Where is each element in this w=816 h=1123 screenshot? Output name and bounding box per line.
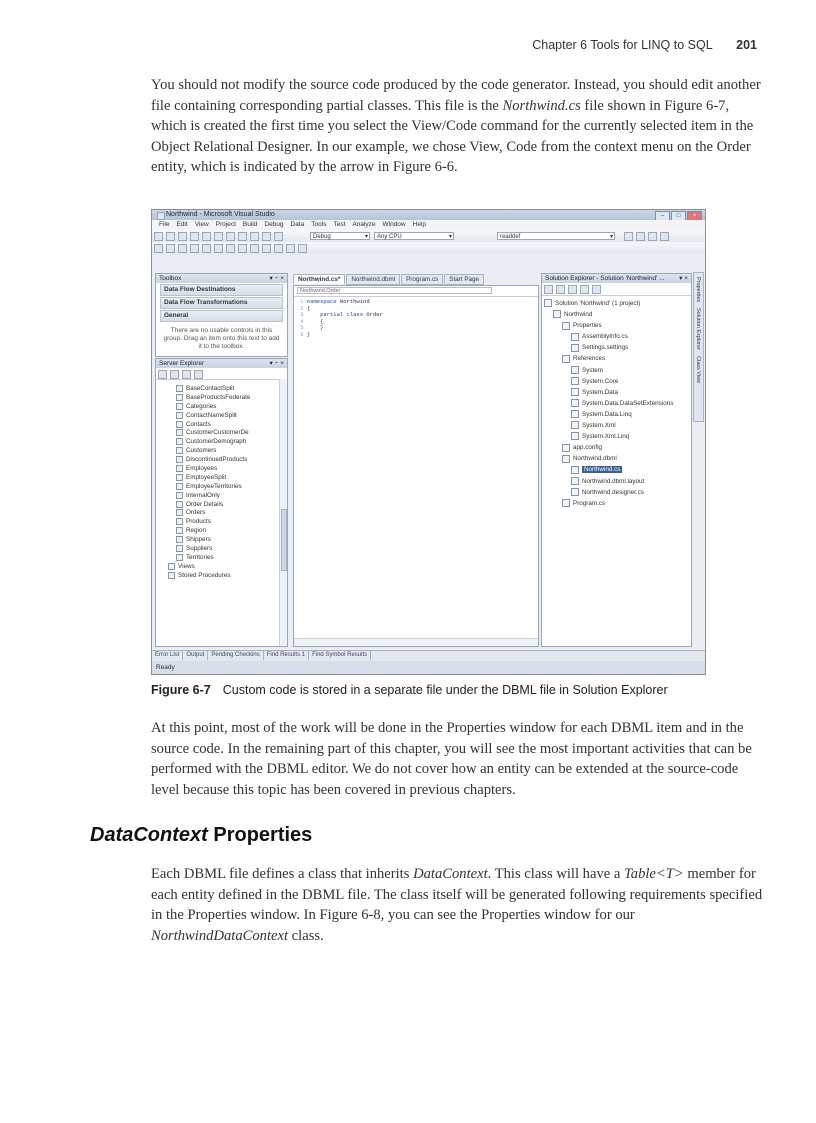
side-tabs [693,272,704,422]
pin-icon[interactable]: ▾ − × [269,275,284,282]
solution-tree-label: System [582,366,603,374]
solution-tree-item[interactable] [544,431,691,442]
file-icon [562,355,570,363]
solution-tree-item[interactable] [544,476,691,487]
file-icon [571,377,579,385]
table-node-label: Employees [186,465,218,473]
code-editor[interactable] [293,285,539,647]
table-icon [176,447,183,454]
bookmark-icon[interactable] [250,244,259,253]
bottom-tab[interactable]: Find Results 1 [264,651,309,660]
solution-tree-item[interactable] [544,498,691,509]
table-icon [176,412,183,419]
table-node[interactable] [176,536,287,545]
solution-explorer-title-label: Solution Explorer - Solution 'Northwind' ... [545,275,665,282]
table-node-label: Shippers [186,536,211,544]
heading-emphasis: DataContext [90,824,208,846]
table-icon [176,501,183,508]
code-text: { [306,317,324,325]
table-node[interactable] [176,429,287,438]
solution-tree-label: References [573,355,606,363]
text: member for each entity defined in the DBML file. The class itself will be generated following requirements specified in the Properties window. In Figure 6-8, you can see the Properties window for our [151,866,763,923]
toolbox-title [156,274,287,283]
solution-explorer-panel [541,273,692,647]
line-number: 3 [297,311,307,318]
open-icon[interactable] [178,232,187,241]
server-explorer-toolbar [156,368,287,380]
code-text: } [306,324,324,331]
file-icon [562,322,570,330]
folder-node-label: Views [178,562,195,570]
table-node-label: CustomerDemograph [186,438,247,446]
side-tab[interactable]: Solution Explorer [695,308,701,350]
menu-item[interactable]: Window [382,221,406,228]
server-explorer-scrollbar[interactable] [279,379,287,646]
line-number: 2 [297,304,307,312]
bookmark-icon[interactable] [286,244,295,253]
solution-explorer-title [542,274,691,283]
running-header [0,38,757,52]
table-icon [176,394,183,401]
solution-tree-label: AssemblyInfo.cs [582,333,628,341]
toolbox-group-tab[interactable]: Data Flow Transformations [160,297,283,309]
table-icon [176,429,183,436]
refresh-icon[interactable] [568,285,577,294]
save-all-icon[interactable] [202,232,211,241]
menu-item[interactable]: Help [412,221,426,228]
file-icon [571,477,579,485]
menu-bar [152,220,705,230]
chapter-title: Chapter 6 Tools for LINQ to SQL [532,38,713,52]
code-text: } [306,330,311,338]
solution-tree-label: Settings.settings [582,344,629,352]
solution-tree-item[interactable] [544,320,691,331]
window-title: Northwind - Microsoft Visual Studio [166,211,275,218]
page-number: 201 [736,38,757,52]
editor-tab[interactable]: Northwind.cs* [293,274,345,284]
table-node-label: EmployeeTerritories [186,482,242,490]
paste-icon[interactable] [238,232,247,241]
table-node[interactable] [176,385,287,394]
solution-tree-item[interactable] [544,487,691,498]
code-text: { [306,304,311,312]
solution-tree-item[interactable] [544,387,691,398]
solution-tree-item[interactable] [544,464,691,475]
table-node-label: Contacts [186,420,211,428]
solution-tree-item[interactable] [544,453,691,464]
table-icon [176,456,183,463]
view-designer-icon[interactable] [592,285,601,294]
table-node[interactable] [176,509,287,518]
code-line [297,332,383,339]
table-node-label: Region [186,527,206,535]
table-node[interactable] [176,518,287,527]
editor-h-scrollbar[interactable] [294,638,538,646]
bookmark-icon[interactable] [298,244,307,253]
align-icon[interactable] [154,244,163,253]
server-explorer-panel [155,358,288,647]
table-icon [176,492,183,499]
text: file shown in Figure 6-7, which is created the first time you select the View/Code command for the currently selected item in the Object Relational Designer. In our example, we chose View, Code from the context menu on the Order entity, which is indicated by the arrow in Figure 6-6. [151,97,754,175]
solution-explorer-icon[interactable] [636,232,645,241]
file-icon [562,499,570,507]
editor-tab[interactable]: Start Page [444,274,484,285]
menu-item[interactable]: View [194,221,209,228]
table-icon [176,545,183,552]
menu-item[interactable]: Tools [311,221,327,228]
maximize-icon[interactable]: □ [671,211,686,221]
menu-item[interactable]: Data [290,221,305,228]
solution-explorer-toolbar [542,283,691,296]
table-node[interactable] [176,483,287,492]
table-icon [176,403,183,410]
file-icon [571,488,579,496]
table-icon [176,474,183,481]
file-icon [562,444,570,452]
table-node-label: CustomerCustomerDe [186,429,249,437]
paragraph-1 [151,75,763,178]
bookmark-icon[interactable] [262,244,271,253]
table-node[interactable] [176,501,287,510]
line-number: 6 [297,330,307,338]
code-keyword: partial class [306,311,364,318]
table-node[interactable] [176,554,287,563]
bottom-tab[interactable]: Pending Checkins [208,651,263,660]
outdent-icon[interactable] [214,244,223,253]
editor-tab[interactable]: Northwind.dbml [346,274,400,285]
solution-tree-label: Northwind.designer.cs [582,488,644,496]
solution-tree-item[interactable] [544,409,691,420]
menu-item[interactable]: Debug [264,221,284,228]
bottom-tool-tabs [152,650,705,661]
table-node-label: Categories [186,402,217,410]
folder-icon [168,572,175,579]
solution-tree-item[interactable] [544,420,691,431]
side-tab[interactable]: Properties [695,277,701,303]
solution-tree-item[interactable] [544,331,691,342]
emphasis: DataContext [413,866,488,882]
folder-node[interactable] [168,572,287,581]
solution-tree-item[interactable] [544,298,691,309]
code-keyword: namespace [306,298,337,305]
start-debug-icon[interactable] [274,232,283,241]
solution-tree-item[interactable] [544,342,691,353]
emphasis: Table<T> [624,866,684,882]
table-node-label: Customers [186,447,217,455]
paragraph-2: At this point, most of the work will be done in the Properties window for each DBML item and in the source code. In the remaining part of this chapter, you will see the most important activities that can be performed with the DBML editor. We do not cover how an entity can be extended at the source-code level because this topic has been covered in previous chapters. [151,720,752,798]
table-node-label: BaseContactSplit [186,385,235,393]
table-node-label: Products [186,518,211,526]
config-select[interactable]: Debug ▾ [310,232,370,240]
side-tab[interactable]: Class View [695,355,701,384]
text: You should not modify the source code produced by the code generator. Instead, you should edit another file containing corresponding partial classes. This file is the [151,77,761,114]
title-bar [152,210,705,220]
solution-tree-label: Northwind.dbml.layout [582,477,645,485]
solution-tree-item[interactable] [544,442,691,453]
line-number: 1 [297,298,307,305]
bottom-tab[interactable]: Error List [152,651,183,660]
menu-item[interactable]: Project [215,221,236,228]
menu-item[interactable]: Edit [176,221,188,228]
type-navigation-select[interactable]: Northwind.Order [297,287,492,294]
table-node[interactable] [176,447,287,456]
standard-toolbar [152,230,705,242]
table-icon [176,536,183,543]
file-icon [571,388,579,396]
add-item-icon[interactable] [166,232,175,241]
solution-tree-label: Northwind.dbml [573,455,617,463]
file-icon [571,333,579,341]
solution-tree-label: Northwind [564,311,593,319]
text: Each DBML file defines a class that inherits [151,866,414,882]
bottom-tab[interactable]: Find Symbol Results [309,651,371,660]
file-icon [562,455,570,463]
line-number: 4 [297,317,307,325]
paragraph-3 [151,864,763,946]
text: class. [288,927,324,944]
menu-item[interactable]: Test [333,221,346,228]
connect-server-icon[interactable] [194,370,203,379]
table-node[interactable] [176,438,287,447]
minimize-icon[interactable]: – [655,211,670,221]
solution-tree-item[interactable] [544,309,691,320]
server-explorer-title [156,359,287,368]
table-icon [176,483,183,490]
table-node[interactable] [176,474,287,483]
comment-icon[interactable] [226,244,235,253]
toolbox-icon[interactable] [660,232,669,241]
platform-select[interactable]: Any CPU ▾ [374,232,454,240]
table-node-label: EmployeeSplit [186,474,227,482]
folder-icon [168,563,175,570]
toolbox-panel [155,273,288,357]
align-icon[interactable] [166,244,175,253]
connect-db-icon[interactable] [182,370,191,379]
status-bar: Ready [152,661,705,674]
emphasis: Northwind.cs [502,97,581,114]
table-icon [176,465,183,472]
find-icon[interactable] [624,232,633,241]
table-node[interactable] [176,492,287,501]
solution-tree-label: app.config [573,444,603,452]
stop-icon[interactable] [170,370,179,379]
file-icon [571,399,579,407]
editor-tab[interactable]: Program.cs [401,274,443,285]
table-icon [176,421,183,428]
table-node-label: Territories [186,554,214,562]
menu-item[interactable]: File [159,221,170,228]
vs-screenshot [151,209,706,675]
table-node[interactable] [176,403,287,412]
pin-icon[interactable]: ▾ − × [269,360,284,367]
close-icon[interactable]: × [687,211,702,221]
properties-icon[interactable] [648,232,657,241]
file-icon [553,310,561,318]
toolbox-title-label: Toolbox [159,275,182,282]
folder-node-label: Stored Procedures [178,571,231,579]
table-icon [176,527,183,534]
text: . This class will have a [487,866,624,882]
refresh-icon[interactable] [158,370,167,379]
view-code-icon[interactable] [580,285,589,294]
solution-tree-label: Solution 'Northwind' (1 project) [555,300,641,307]
solution-tree-label: System.Data [582,388,619,396]
file-icon [544,299,552,307]
show-all-files-icon[interactable] [556,285,565,294]
solution-tree-label: Properties [573,322,602,330]
menu-item[interactable]: Analyze [352,221,376,228]
table-icon [176,509,183,516]
table-icon [176,438,183,445]
editor-navbar [294,286,538,297]
copy-icon[interactable] [226,232,235,241]
undo-icon[interactable] [250,232,259,241]
save-icon[interactable] [190,232,199,241]
table-node-label: Suppliers [186,545,213,553]
solution-tree-label: System.Data.Linq [582,410,632,418]
properties-icon[interactable] [544,285,553,294]
table-icon [176,554,183,561]
figure-caption [151,683,668,697]
table-node-label: InternalOnly [186,491,220,499]
figure-caption-text: Custom code is stored in a separate file under the DBML file in Solution Explorer [222,683,668,697]
editor-tabs [293,274,485,284]
cut-icon[interactable] [214,232,223,241]
code-text [297,299,383,338]
redo-icon[interactable] [262,232,271,241]
solution-tree-item[interactable] [544,398,691,409]
line-number: 5 [297,324,307,331]
find-combo[interactable]: readdef ▾ [497,232,615,240]
section-heading [90,824,312,847]
menu-item[interactable]: Build [242,221,258,228]
table-node-label: BaseProductsFederate [186,394,251,402]
table-icon [176,385,183,392]
table-node[interactable] [176,545,287,554]
figure-number: Figure 6-7 [151,683,211,697]
bookmark-icon[interactable] [274,244,283,253]
file-icon [571,366,579,374]
uncomment-icon[interactable] [238,244,247,253]
table-node-label: Orders [186,509,206,517]
file-icon [571,344,579,352]
table-node-label: ContactNameSplit [186,411,237,419]
table-node[interactable] [176,465,287,474]
layout-toolbar [152,242,705,254]
emphasis: NorthwindDataContext [151,927,289,944]
indent-icon[interactable] [202,244,211,253]
pin-icon[interactable]: ▾ × [679,275,688,282]
code-text: Order [363,311,383,318]
solution-tree-label: System.Core [582,377,619,385]
file-icon [571,421,579,429]
vs-logo-icon [157,212,165,220]
align-icon[interactable] [190,244,199,253]
solution-tree-item[interactable] [544,353,691,364]
table-icon [176,518,183,525]
folder-node[interactable] [168,563,287,572]
server-explorer-title-label: Server Explorer [159,360,205,367]
new-project-icon[interactable] [154,232,163,241]
code-text: Northwind [336,298,370,305]
bottom-tab[interactable]: Output [183,651,208,660]
file-icon [571,410,579,418]
toolbox-group-tab[interactable]: Data Flow Destinations [160,284,283,296]
toolbox-group-tab[interactable]: General [160,310,283,322]
table-node[interactable] [176,456,287,465]
solution-tree-label: Program.cs [573,499,606,507]
file-icon [571,466,579,474]
file-icon [571,432,579,440]
table-node-label: DiscontinuedProducts [186,456,248,464]
heading-text: Properties [207,824,313,846]
solution-tree-item[interactable] [544,376,691,387]
solution-tree-label: System.Data.DataSetExtensions [582,399,674,407]
solution-tree-label: System.Xml.Linq [582,433,630,441]
toolbox-empty-message: There are no usable controls in this group. Drag an item onto this text to add it to the toolbox. [163,327,280,350]
solution-tree-label: System.Xml [582,422,616,430]
solution-tree-item[interactable] [544,365,691,376]
table-node[interactable] [176,394,287,403]
table-node-label: Order Details [186,500,224,508]
solution-tree-label: Northwind.cs [584,466,621,474]
table-node[interactable] [176,421,287,430]
align-icon[interactable] [178,244,187,253]
table-node[interactable] [176,412,287,421]
table-node[interactable] [176,527,287,536]
